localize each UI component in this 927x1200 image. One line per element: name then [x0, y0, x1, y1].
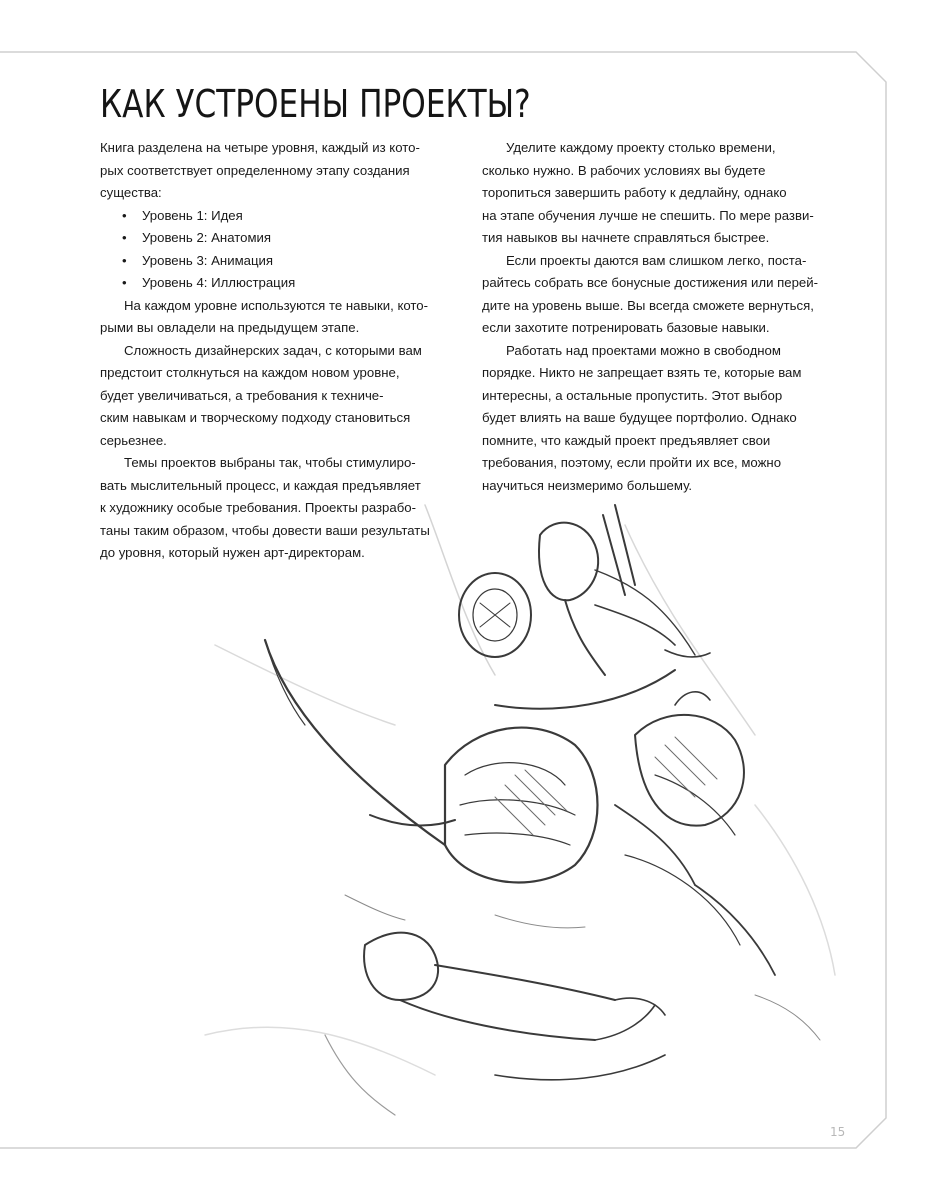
list-item	[100, 250, 480, 273]
list-item-label: Уровень 3: Анимация	[142, 252, 274, 268]
text-line: дите на уровень выше. Вы всегда сможете вернуться,	[482, 297, 814, 313]
text-line: сколько нужно. В рабочих условиях вы будете	[482, 162, 766, 178]
text-line: таны таким образом, чтобы довести ваши результаты	[100, 522, 430, 538]
list-item-label: Уровень 4: Иллюстрация	[142, 275, 296, 290]
text-line: серьезнее.	[100, 432, 167, 448]
paragraph	[100, 295, 480, 340]
text-line: будет увеличиваться, а требования к техниче-	[100, 387, 384, 403]
paragraph	[482, 340, 852, 498]
text-line: Уделите каждому проекту столько времени,	[506, 140, 776, 155]
paragraph	[100, 340, 480, 453]
level-list	[100, 205, 480, 295]
list-item-label: Уровень 1: Идея	[142, 207, 243, 223]
text-line: помните, что каждый проект предъявляет свои	[482, 432, 771, 448]
text-line: Книга разделена на четыре уровня, каждый из кото-	[100, 140, 420, 155]
text-line: Сложность дизайнерских задач, с которыми вам	[124, 342, 422, 358]
text-line: предстоит столкнуться на каждом новом уровне,	[100, 365, 400, 380]
text-line: На каждом уровне используются те навыки, кото-	[124, 297, 429, 313]
list-item	[100, 272, 480, 295]
text-line: Если проекты даются вам слишком легко, поста-	[506, 252, 807, 268]
creature-sketch-illustration	[195, 475, 855, 1150]
bullet-icon: •	[122, 207, 127, 223]
text-line: райтесь собрать все бонусные достижения или перей-	[482, 275, 819, 290]
text-line: рыми вы овладели на предыдущем этапе.	[100, 320, 360, 335]
text-line: на этапе обучения лучше не спешить. По мере разви-	[482, 207, 814, 223]
intro-paragraph	[100, 137, 480, 205]
text-line: до уровня, который нужен арт-директорам.	[100, 545, 365, 560]
paragraph	[482, 137, 852, 250]
bullet-icon: •	[122, 230, 127, 245]
right-column	[482, 137, 852, 497]
text-line: Работать над проектами можно в свободном	[506, 342, 781, 358]
bullet-icon: •	[122, 252, 127, 268]
text-line: торопиться завершить работу к дедлайну, однако	[482, 185, 787, 200]
text-line: рых соответствует определенному этапу создания	[100, 162, 410, 178]
list-item	[100, 227, 480, 250]
text-line: если захотите потренировать базовые навыки.	[482, 320, 770, 335]
bullet-icon: •	[122, 275, 127, 290]
text-line: ским навыкам и творческому подходу становиться	[100, 410, 411, 425]
text-line: научиться неизмеримо большему.	[482, 477, 693, 493]
paragraph	[482, 250, 852, 340]
text-line: вать мыслительный процесс, и каждая предъявляет	[100, 477, 421, 493]
text-line: интересны, а остальные пропустить. Этот выбор	[482, 387, 783, 403]
text-line: к художнику особые требования. Проекты разрабо-	[100, 500, 417, 515]
text-line: Темы проектов выбраны так, чтобы стимулиро-	[124, 455, 416, 470]
page-number: 15	[830, 1125, 846, 1139]
text-line: порядке. Никто не запрещает взять те, которые вам	[482, 365, 802, 380]
text-line: тия навыков вы начнете справляться быстрее.	[482, 230, 770, 245]
text-line: будет влиять на ваше будущее портфолио. Однако	[482, 410, 797, 425]
list-item	[100, 205, 480, 228]
text-line: существа:	[100, 185, 162, 200]
page-title: КАК УСТРОЕНЫ ПРОЕКТЫ?	[100, 82, 531, 126]
list-item-label: Уровень 2: Анатомия	[142, 230, 272, 245]
text-line: требования, поэтому, если пройти их все, можно	[482, 455, 782, 470]
